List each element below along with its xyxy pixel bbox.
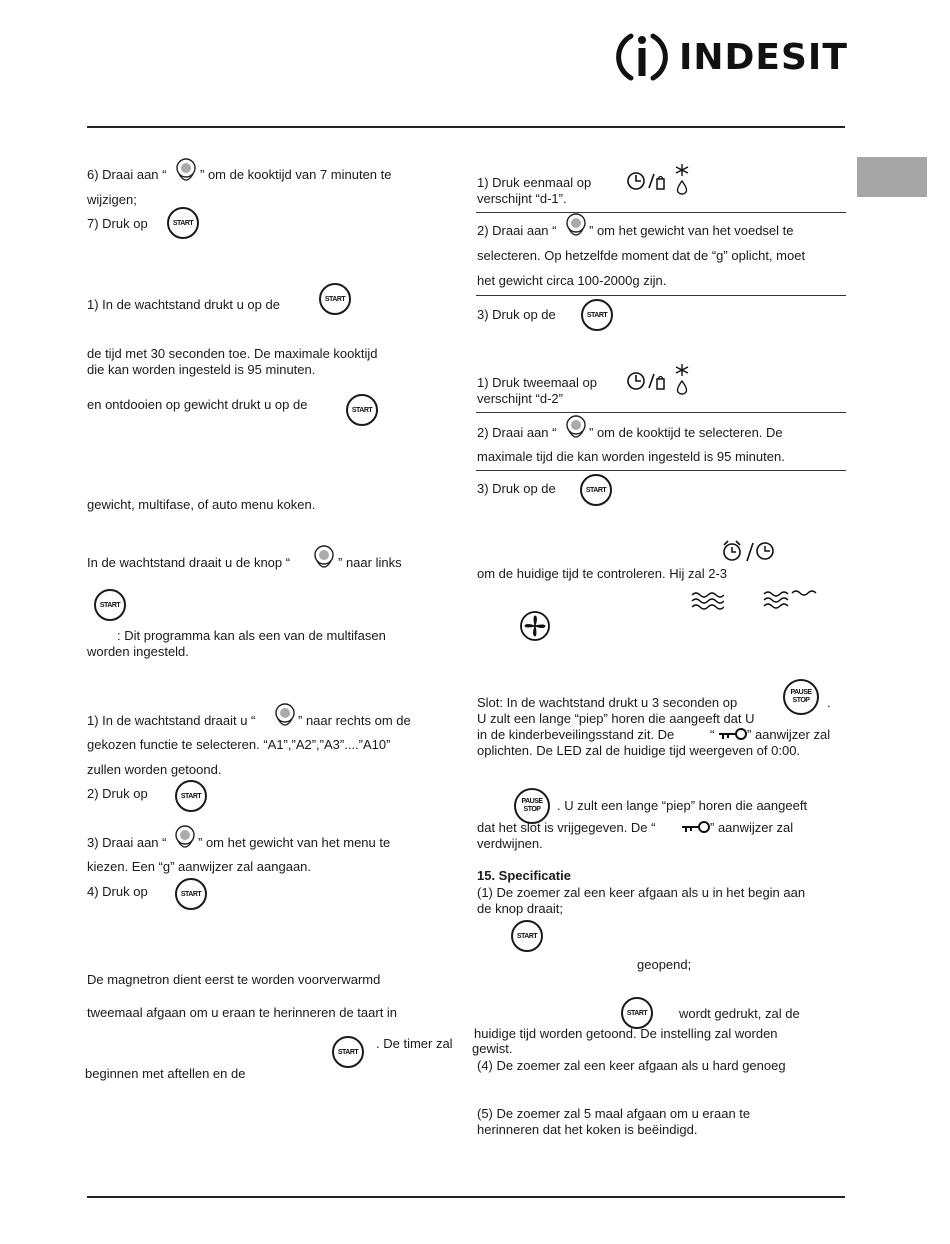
left-text-3: 7) Druk op [87, 216, 148, 231]
row-divider [476, 412, 846, 413]
left-text-9b: ” naar links [338, 555, 402, 570]
right-text-23: geopend; [637, 957, 692, 972]
right-text-19: verdwijnen. [477, 836, 543, 851]
start-button[interactable]: START [94, 589, 126, 621]
left-text-17: kiezen. Een “g” aanwijzer zal aangaan. [87, 859, 312, 874]
start-button[interactable]: START [580, 474, 612, 506]
dial-knob-icon [309, 543, 339, 573]
dial-knob-icon [561, 211, 591, 241]
microwave-power-icon [690, 590, 724, 612]
left-text-22: beginnen met aftellen en de [85, 1066, 246, 1081]
right-text-7: 1) Druk tweemaal op [477, 375, 597, 390]
child-lock-key-icon [680, 820, 710, 834]
right-text-4: selecteren. Op hetzelfde moment dat de “g” oplicht, moet [477, 248, 806, 263]
dial-knob-icon [170, 823, 200, 853]
left-text-12b: ” naar rechts om de [298, 713, 411, 728]
right-text-9b: ” om de kooktijd te selecteren. De [589, 425, 783, 440]
left-text-6: die kan worden ingesteld is 95 minuten. [87, 362, 316, 377]
right-text-22: de knop draait; [477, 901, 564, 916]
left-text-2: wijzigen; [87, 192, 137, 207]
right-text-28: (5) De zoemer zal 5 maal afgaan om u eraan te [477, 1106, 751, 1121]
row-divider [476, 470, 846, 471]
start-button[interactable]: START [175, 878, 207, 910]
start-button[interactable]: START [319, 283, 351, 315]
alarm-clock-icon [720, 538, 776, 564]
right-text-9: 2) Draai aan “ [477, 425, 557, 440]
right-text-26: gewist. [472, 1041, 513, 1056]
row-divider [476, 295, 846, 296]
right-text-15b: “ [710, 727, 715, 742]
right-text-2: verschijnt “d-1”. [477, 191, 567, 206]
right-text-15c: ” aanwijzer zal [747, 727, 831, 742]
left-text-11: worden ingesteld. [87, 644, 189, 659]
right-text-5: het gewicht circa 100-2000g zijn. [477, 273, 667, 288]
left-text-13: gekozen functie te selecteren. “A1”,”A2”,”A3”....”A10” [87, 737, 391, 752]
dial-knob-icon [270, 701, 300, 731]
right-text-13: Slot: In de wachtstand drukt u 3 seconden op [477, 695, 738, 710]
footer-rule [87, 1196, 845, 1198]
left-text-16b: ” om het gewicht van het menu te [198, 835, 391, 850]
right-text-29: herinneren dat het koken is beëindigd. [477, 1122, 698, 1137]
left-text-15: 2) Druk op [87, 786, 148, 801]
right-text-15: in de kinderbeveilingsstand zit. De [477, 727, 675, 742]
left-text-9: In de wachtstand draait u de knop “ [87, 555, 291, 570]
left-text-21: . De timer zal [376, 1036, 453, 1051]
right-text-17: . U zult een lange “piep” horen die aangeeft [557, 798, 808, 813]
right-text-16: oplichten. De LED zal de huidige tijd weergeven of 0:00. [477, 743, 801, 758]
dial-knob-icon [171, 156, 201, 186]
defrost-icon [672, 162, 692, 196]
right-text-8: verschijnt “d-2” [477, 391, 563, 406]
brand-name: INDESIT [679, 36, 848, 78]
start-button[interactable]: START [346, 394, 378, 426]
microwave-power-icon [762, 587, 818, 611]
right-text-13b: . [827, 695, 831, 710]
right-text-12: om de huidige tijd te controleren. Hij zal 2-3 [477, 566, 728, 581]
brand-logo [615, 28, 848, 86]
start-button[interactable]: START [511, 920, 543, 952]
fan-icon [519, 610, 551, 642]
left-text-4: 1) In de wachtstand drukt u op de [87, 297, 280, 312]
left-text-8: gewicht, multifase, of auto menu koken. [87, 497, 316, 512]
left-text-16: 3) Draai aan “ [87, 835, 167, 850]
right-text-21: (1) De zoemer zal een keer afgaan als u in het begin aan [477, 885, 806, 900]
header-rule [87, 126, 845, 128]
left-text-20: tweemaal afgaan om u eraan te herinneren de taart in [87, 1005, 398, 1020]
left-text-1: 6) Draai aan “ [87, 167, 167, 182]
right-text-1: 1) Druk eenmaal op [477, 175, 592, 190]
right-text-24: wordt gedrukt, zal de [679, 1006, 800, 1021]
dial-knob-icon [561, 413, 591, 443]
right-text-10: maximale tijd die kan worden ingesteld is 95 minuten. [477, 449, 785, 464]
clock-weight-icon [626, 170, 670, 192]
pause-stop-button[interactable]: PAUSE STOP [783, 679, 819, 715]
start-button[interactable]: START [581, 299, 613, 331]
left-text-7: en ontdooien op gewicht drukt u op de [87, 397, 308, 412]
right-text-3b: ” om het gewicht van het voedsel te [589, 223, 794, 238]
right-text-18: dat het slot is vrijgegeven. De “ [477, 820, 656, 835]
right-text-6: 3) Druk op de [477, 307, 556, 322]
clock-weight-icon [626, 370, 670, 392]
start-button[interactable]: START [332, 1036, 364, 1068]
section-heading: 15. Specificatie [477, 868, 571, 883]
left-text-10: : Dit programma kan als een van de multifasen [117, 628, 386, 643]
start-button[interactable]: START [175, 780, 207, 812]
right-text-14: U zult een lange “piep” horen die aangeeft dat U [477, 711, 755, 726]
section-tab [857, 157, 927, 197]
left-text-19: De magnetron dient eerst te worden voorverwarmd [87, 972, 381, 987]
defrost-icon [672, 362, 692, 396]
start-button[interactable]: START [167, 207, 199, 239]
left-text-1b: ” om de kooktijd van 7 minuten te [200, 167, 392, 182]
left-text-5: de tijd met 30 seconden toe. De maximale kooktijd [87, 346, 378, 361]
left-text-14: zullen worden getoond. [87, 762, 222, 777]
child-lock-key-icon [717, 727, 747, 741]
right-text-3: 2) Draai aan “ [477, 223, 557, 238]
left-text-18: 4) Druk op [87, 884, 148, 899]
indesit-symbol-icon [615, 28, 669, 86]
pause-stop-button[interactable]: PAUSE STOP [514, 788, 550, 824]
right-text-25: huidige tijd worden getoond. De instelling zal worden [474, 1026, 778, 1041]
row-divider [476, 212, 846, 213]
right-text-27: (4) De zoemer zal een keer afgaan als u hard genoeg [477, 1058, 786, 1073]
left-text-12: 1) In de wachtstand draait u “ [87, 713, 256, 728]
start-button[interactable]: START [621, 997, 653, 1029]
right-text-18b: ” aanwijzer zal [710, 820, 794, 835]
right-text-11: 3) Druk op de [477, 481, 556, 496]
